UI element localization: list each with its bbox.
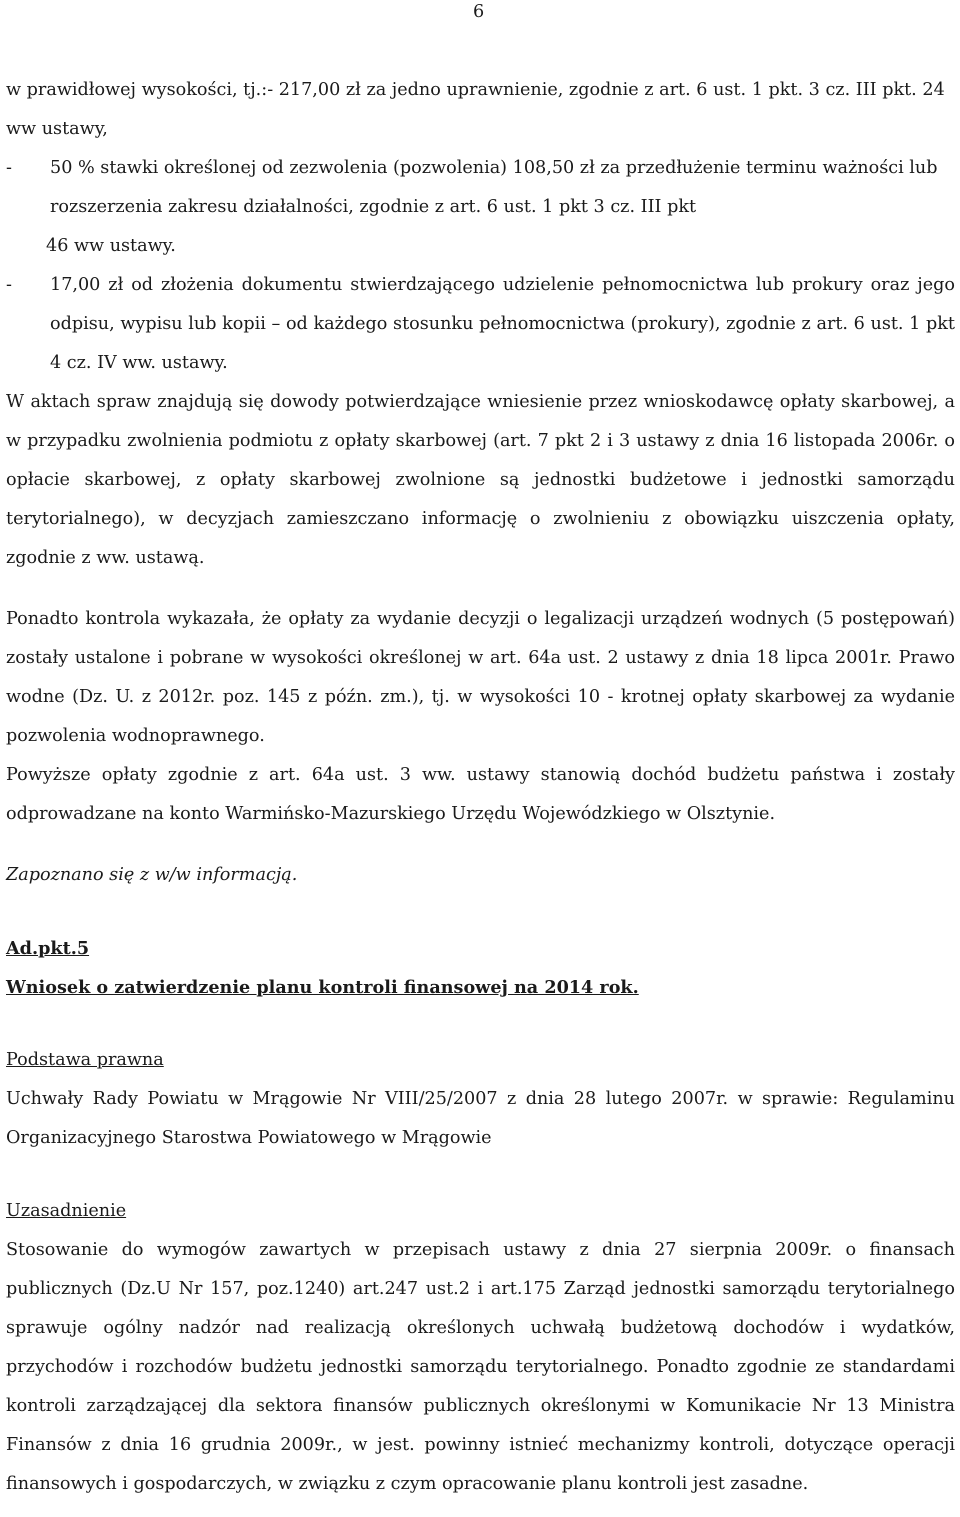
list-bullet: - [6,275,12,295]
fee-line-continuation: ww ustawy, [6,119,108,139]
list-item-line: rozszerzenia zakresu działalności, zgodnie z art. 6 ust. 1 pkt 3 cz. III pkt [50,197,697,217]
agenda-item-label: Ad.pkt.5 [6,938,90,959]
justification-heading: Uzasadnienie [6,1201,127,1221]
paragraph: Ponadto kontrola wykazała, że opłaty za wydanie decyzji o legalizacji urządzeń wodnych (5 postępowań) zostały ustalone i pobrane w wysokości określonej w art. 64a ust. 2 ustawy z dnia 18 lipca 2001r. Prawo wodne (Dz. U. z 2012r. poz. 145 z późn. zm.), tj. w wysokości 10 - krotnej opłaty skarbowej za wydanie pozwolenia wodnoprawnego. [6,609,955,746]
section-title: Wniosek o zatwierdzenie planu kontroli finansowej na 2014 rok. [6,977,639,998]
list-item-text: 17,00 zł od złożenia dokumentu stwierdzającego udzielenie pełnomocnictwa lub prokury oraz jego odpisu, wypisu lub kopii – od każdego stosunku pełnomocnictwa (prokury), zgodnie z art. 6 ust. 1 pkt 4 cz. IV ww. ustawy. [50,275,955,373]
page-number: 6 [473,2,485,22]
justification-text: Stosowanie do wymogów zawartych w przepisach ustawy z dnia 27 sierpnia 2009r. o finansach publicznych (Dz.U Nr 157, poz.1240) art.247 ust.2 i art.175 Zarząd jednostki samorządu terytorialnego sprawuje ogólny nadzór nad realizacją określonych uchwałą budżetową dochodów i wydatków, przychodów i rozchodów budżetu jednostki samorządu terytorialnego. Ponadto zgodnie ze standardami kontroli zarządzającej dla sektora finansów publicznych określonymi w Komunikacie Nr 13 Ministra Finansów z dnia 16 grudnia 2009r., w jest. powinny istnieć mechanizmy kontroli, dotyczące operacji finansowych i gospodarczych, w związku z czym opracowanie planu kontroli jest zasadne. [6,1240,955,1494]
paragraph: W aktach spraw znajdują się dowody potwierdzające wniesienie przez wnioskodawcę opłaty skarbowej, a w przypadku zwolnienia podmiotu z opłaty skarbowej (art. 7 pkt 2 i 3 ustawy z dnia 16 listopada 2006r. o opłacie skarbowej, z opłaty skarbowej zwolnione są jednostki budżetowe i jednostki samorządu terytorialnego), w decyzjach zamieszczano informację o zwolnieniu z obowiązku uiszczenia opłaty, zgodnie z ww. ustawą. [6,392,955,568]
list-item-line: 50 % stawki określonej od zezwolenia (pozwolenia) 108,50 zł za przedłużenie terminu ważności lub [50,158,938,178]
legal-basis-text: Uchwały Rady Powiatu w Mrągowie Nr VIII/25/2007 z dnia 28 lutego 2007r. w sprawie: Regulaminu Organizacyjnego Starostwa Powiatowego w Mrągowie [6,1089,955,1148]
document-body [6,71,955,1504]
list-item [6,149,955,266]
list-item [6,266,955,383]
acknowledgement-note: Zapoznano się z w/w informacją. [6,865,298,885]
legal-basis-heading: Podstawa prawna [6,1050,164,1070]
list-item-line: 46 ww ustawy. [46,236,176,256]
paragraph: Powyższe opłaty zgodnie z art. 64a ust. 3 ww. ustawy stanowią dochód budżetu państwa i zostały odprowadzane na konto Warmińsko-Mazurskiego Urzędu Wojewódzkiego w Olsztynie. [6,765,955,824]
list-bullet: - [6,158,12,178]
fee-line: w prawidłowej wysokości, tj.:- 217,00 zł za jedno uprawnienie, zgodnie z art. 6 ust. 1 pkt. 3 cz. III pkt. 24 [6,80,945,100]
